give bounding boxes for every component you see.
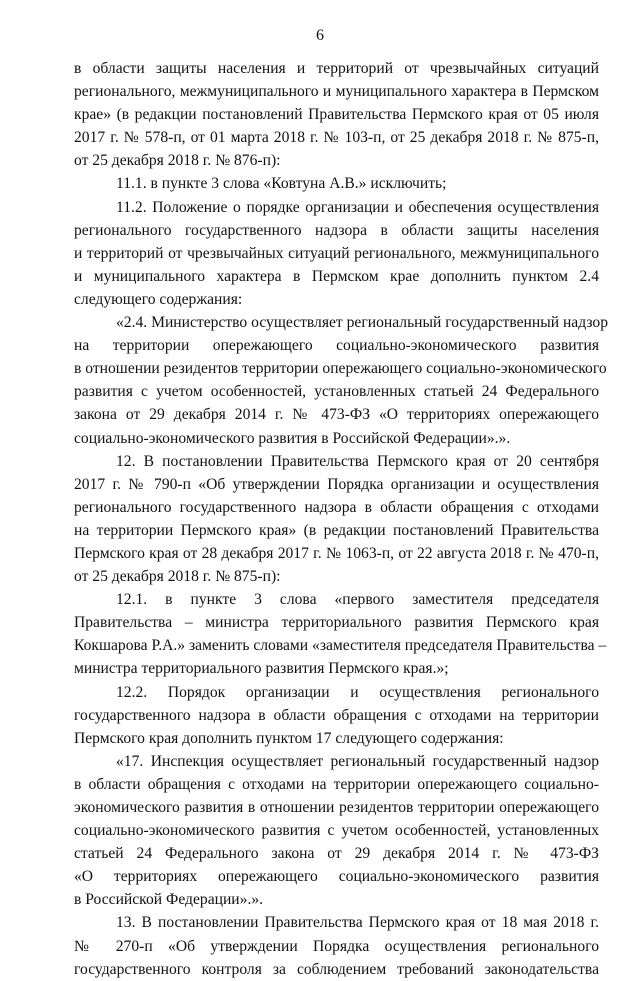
text-line: «О территориях опережающего социально-экономического развития [74, 868, 599, 886]
text-line: на территории опережающего социально-экономического развития [74, 337, 599, 355]
text-line: от 25 декабря 2018 г. № 875-п): [74, 568, 281, 586]
text-line: 11.2. Положение о порядке организации и обеспечения осуществления [116, 198, 599, 216]
paragraph [74, 911, 599, 980]
paragraph [74, 681, 599, 750]
text-line: закона от 29 декабря 2014 г. № 473-ФЗ «О территориях опережающего [74, 406, 599, 424]
text-line: статьей 24 Федерального закона от 29 декабря 2014 г. № 473-ФЗ [74, 845, 599, 863]
text-line: и муниципального характера в Пермском крае дополнить пунктом 2.4 [74, 267, 599, 285]
text-line: 11.1. в пункте 3 слова «Ковтуна А.В.» исключить; [116, 175, 447, 193]
text-line: 2017 г. № 790-п «Об утверждении Порядка организации и осуществления [74, 475, 599, 493]
text-line: государственного надзора в области обращения с отходами на территории [74, 706, 599, 724]
text-line: Правительства – министра территориального развития Пермского края [74, 614, 599, 632]
text-line: социально-экономического развития с учетом особенностей, установленных [74, 822, 599, 840]
text-line: министра территориального развития Пермского края.»; [74, 660, 449, 678]
text-line: 2017 г. № 578-п, от 01 марта 2018 г. № 103-п, от 25 декабря 2018 г. № 875-п, [74, 129, 599, 147]
text-line: государственного контроля за соблюдением требований законодательства [74, 960, 599, 978]
text-line: регионального государственного надзора в области обращения с отходами [74, 498, 599, 516]
text-line: и территорий от чрезвычайных ситуаций регионального, межмуниципального [74, 244, 599, 262]
paragraph [74, 57, 599, 172]
text-line: Пермского края дополнить пунктом 17 следующего содержания: [74, 729, 504, 747]
text-line: от 25 декабря 2018 г. № 876-п): [74, 152, 281, 170]
document-body [74, 57, 609, 981]
paragraph [74, 311, 609, 450]
text-line: крае» (в редакции постановлений Правительства Пермского края от 05 июля [74, 106, 599, 124]
text-line: «2.4. Министерство осуществляет региональный государственный надзор [116, 314, 609, 332]
paragraph [74, 196, 599, 311]
text-line: № 270-п «Об утверждении Порядка осуществления регионального [74, 937, 599, 955]
text-line: в области обращения с отходами на территории опережающего социально- [74, 775, 599, 793]
text-line: социально-экономического развития в Российской Федерации».». [74, 429, 511, 447]
text-line: 12.1. в пункте 3 слова «первого заместителя председателя [116, 591, 599, 609]
text-line: регионального, межмуниципального и муниципального характера в Пермском [74, 83, 599, 101]
text-line: на территории Пермского края» (в редакции постановлений Правительства [74, 521, 599, 539]
text-line: в области защиты населения и территорий от чрезвычайных ситуаций [74, 60, 599, 77]
text-line: в Российской Федерации».». [74, 891, 264, 909]
text-line: 13. В постановлении Правительства Пермского края от 18 мая 2018 г. [116, 914, 599, 932]
text-line: 12.2. Порядок организации и осуществления регионального [116, 683, 599, 701]
text-line: Кокшарова Р.А.» заменить словами «заместителя председателя Правительства – [74, 637, 607, 655]
text-line: «17. Инспекция осуществляет региональный государственный надзор [116, 752, 599, 770]
paragraph [74, 588, 607, 680]
text-line: Пермского края от 28 декабря 2017 г. № 1063-п, от 22 августа 2018 г. № 470-п, [74, 544, 599, 562]
paragraph [74, 172, 599, 195]
text-line: следующего содержания: [74, 290, 243, 308]
paragraph [74, 450, 599, 589]
text-line: экономического развития в отношении резидентов территории опережающего [74, 799, 599, 816]
text-line: развития с учетом особенностей, установленных статьей 24 Федерального [74, 383, 599, 401]
text-line: регионального государственного надзора в области защиты населения [74, 221, 599, 239]
text-line: 12. В постановлении Правительства Пермского края от 20 сентября [116, 452, 599, 470]
text-line: в отношении резидентов территории опережающего социально-экономического [74, 360, 607, 378]
page-number: 6 [316, 27, 324, 44]
paragraph [74, 750, 599, 912]
